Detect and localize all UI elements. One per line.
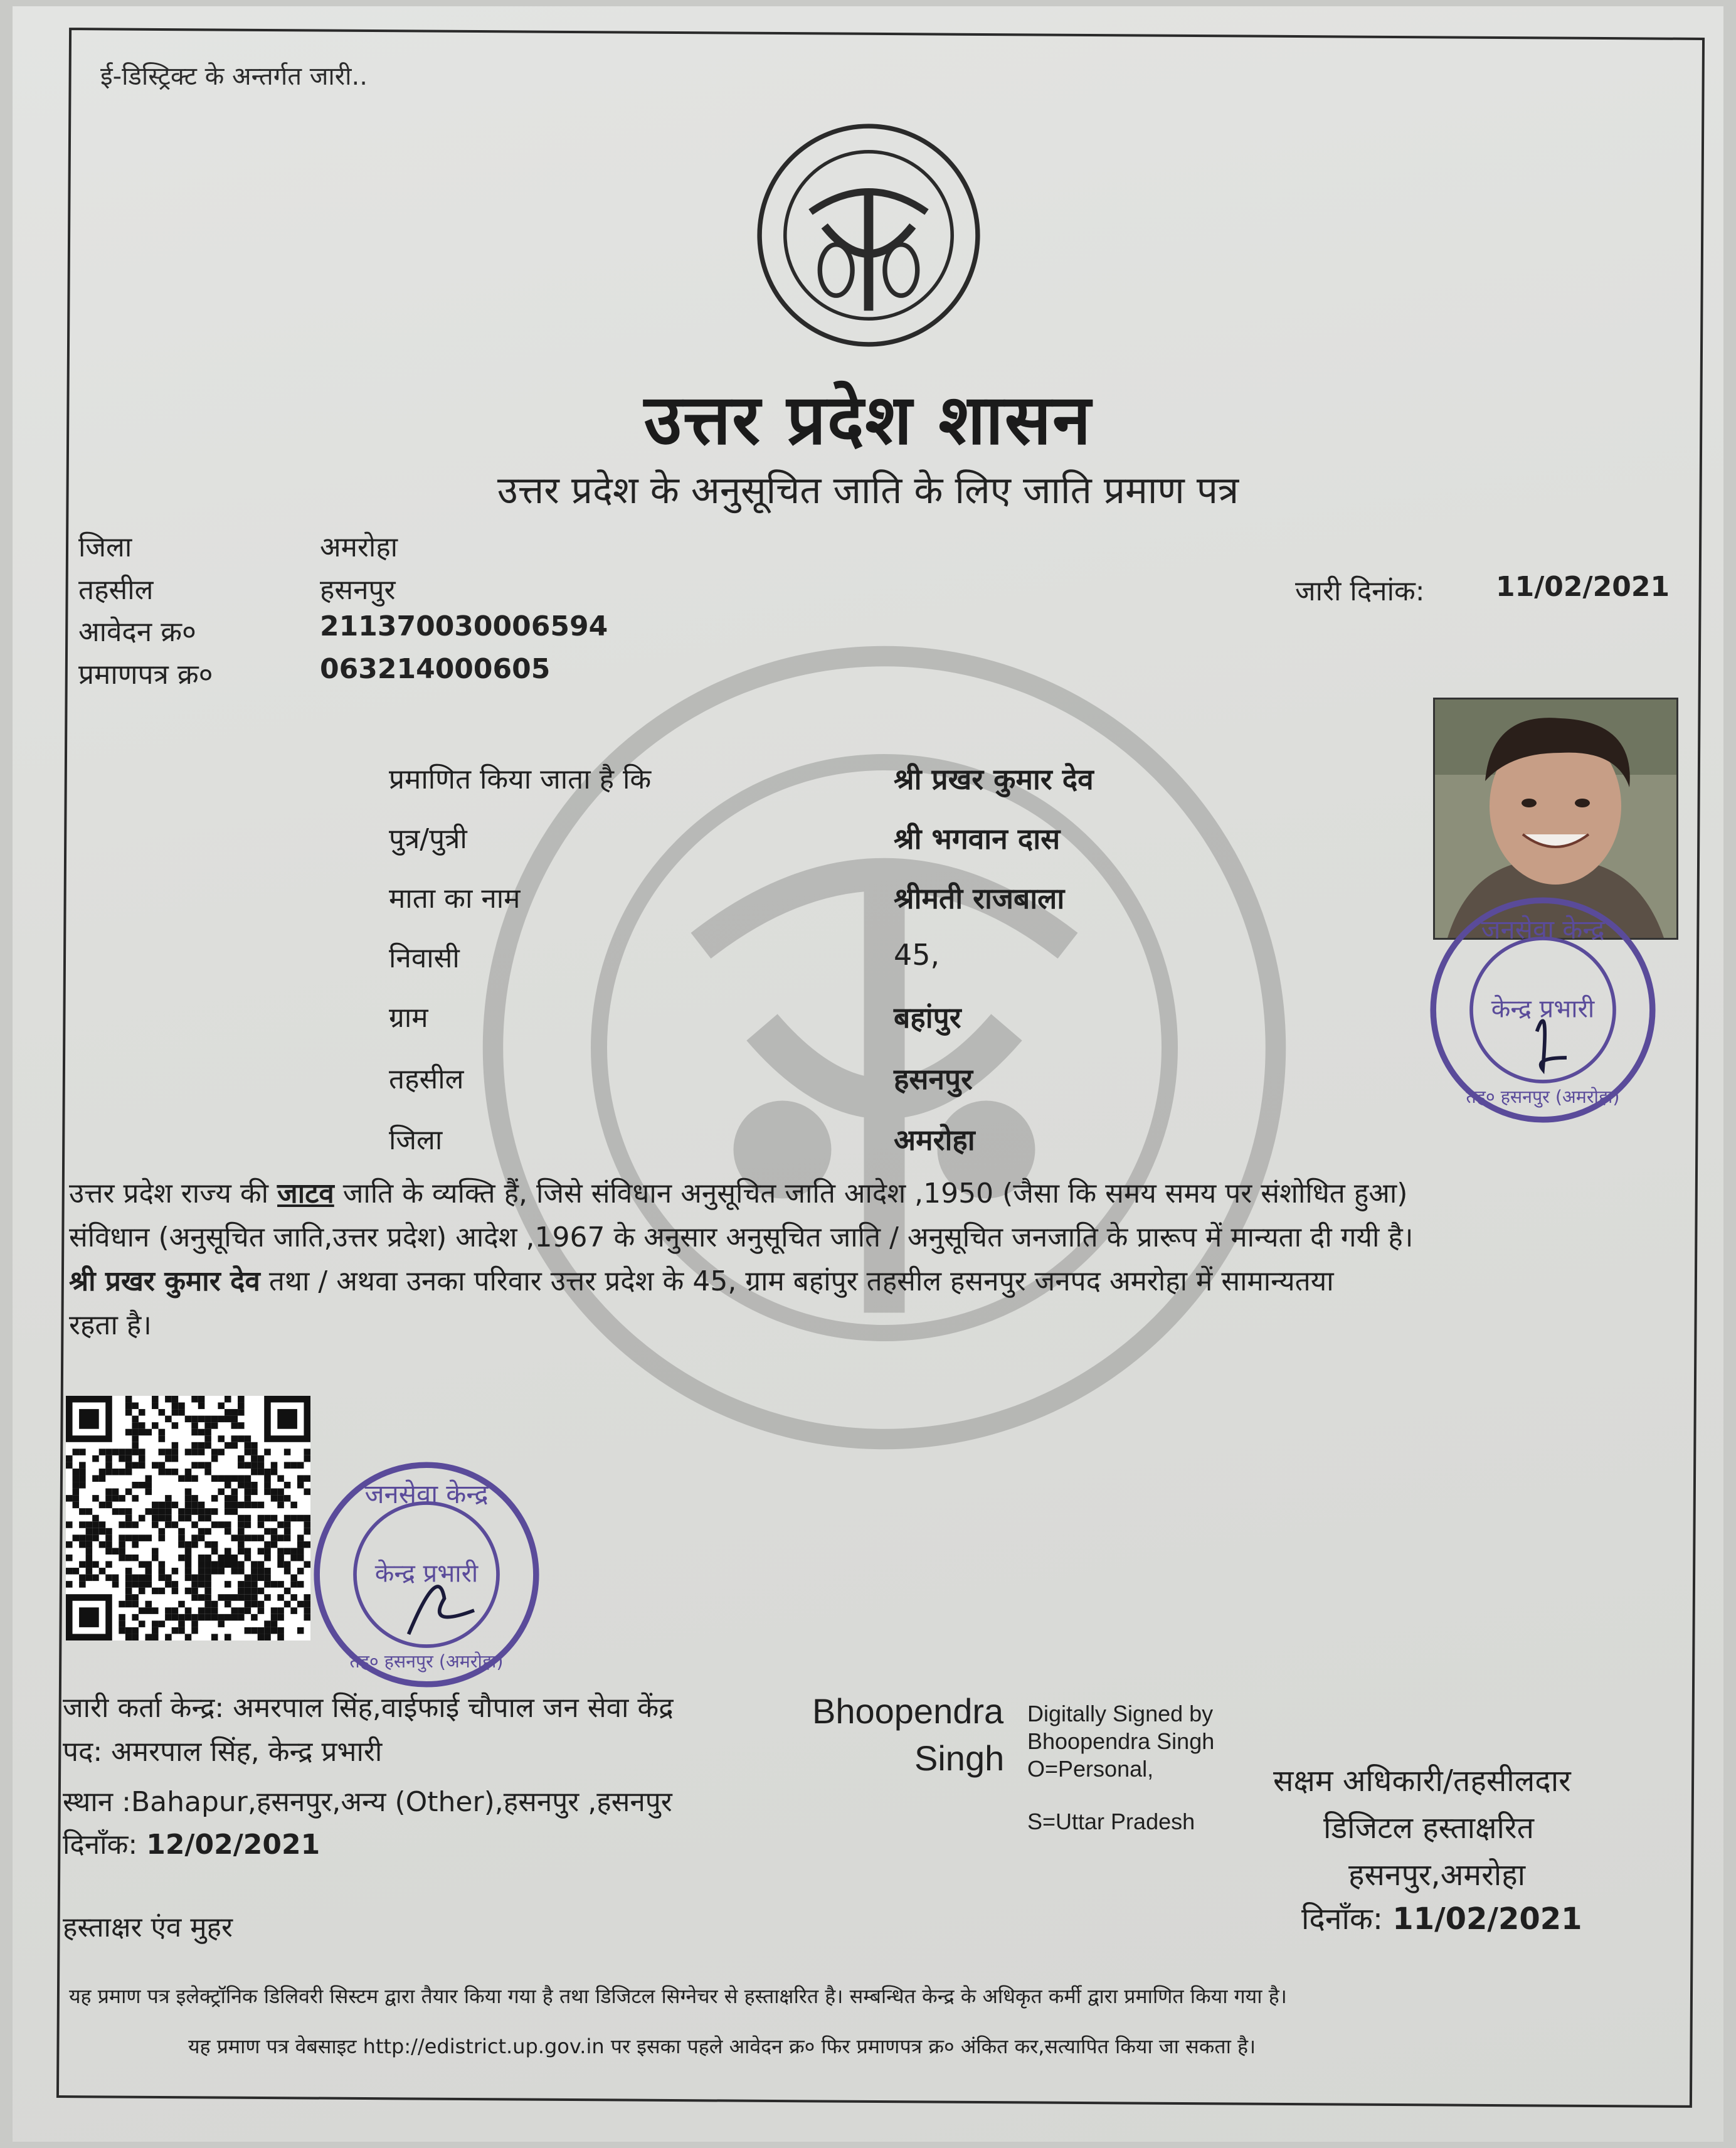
caste-name: जाटव [277, 1178, 334, 1210]
application-number: 211370030006594 [320, 610, 608, 642]
issuer-date: दिनाँक: 12/02/2021 [63, 1829, 320, 1861]
issuer-place: स्थान :Bahapur,हसनपुर,अन्य (Other),हसनपुर ,हसनपुर [63, 1786, 672, 1818]
footer-line-1: यह प्रमाण पत्र इलेक्ट्रॉनिक डिलिवरी सिस्टम द्वारा तैयार किया गया है तथा डिजिटल सिग्नेचर से हस्ताक्षरित है। सम्बन्धित केन्द्र के अधिकृत कर्मी द्वारा प्रमाणित किया गया है। [69, 1984, 1287, 2008]
detail-label: पुत्र/पुत्री [389, 823, 467, 855]
tehsil-label: तहसील [78, 574, 154, 606]
body-line-4: रहता है। [69, 1309, 152, 1341]
header-note: ई-डिस्ट्रिक्ट के अन्तर्गत जारी.. [100, 62, 368, 91]
authority-location: हसनपुर,अमरोहा [1348, 1858, 1526, 1893]
up-government-emblem-icon [753, 119, 985, 351]
detail-label: ग्राम [389, 1002, 428, 1034]
district-value: अमरोहा [320, 531, 398, 563]
service-center-stamp-lower-icon [307, 1455, 546, 1694]
detail-label: माता का नाम [389, 883, 521, 915]
page-title: उत्तर प्रदेश शासन [643, 380, 1093, 460]
detail-value: बहांपुर [894, 1001, 961, 1034]
certificate-number-label: प्रमाणपत्र क्र० [78, 659, 213, 691]
detail-value: श्री भगवान दास [894, 822, 1061, 856]
digital-sign-name-line2: Singh [914, 1738, 1005, 1778]
lower-stamp-bottom-text: तह० हसनपुर (अमरोहा) [349, 1651, 504, 1672]
stamp-bottom-text: तह० हसनपुर (अमरोहा) [1466, 1087, 1620, 1108]
stamp-top-text: जनसेवा केन्द्र [1481, 914, 1605, 945]
detail-value: 45, [894, 938, 940, 972]
detail-value: श्रीमती राजबाला [894, 881, 1065, 915]
authority-title: सक्षम अधिकारी/तहसीलदार [1273, 1763, 1571, 1799]
stamp-middle-text: केन्द्र प्रभारी [1491, 994, 1595, 1024]
footer-line-2: यह प्रमाण पत्र वेबसाइट http://edistrict.up.gov.in पर इसका पहले आवेदन क्र० फिर प्रमाणपत्र क्र० अंकित कर,सत्यापित किया जा सकता है। [188, 2034, 1256, 2058]
issue-date-value: 11/02/2021 [1496, 571, 1670, 603]
body-line-1: उत्तर प्रदेश राज्य की जाटव जाति के व्यक्ति हैं, जिसे संविधान अनुसूचित जाति आदेश ,1950 (जैसा कि समय समय पर संशोधित हुआ) [69, 1178, 1408, 1210]
detail-label: प्रमाणित किया जाता है कि [389, 763, 652, 795]
page-subtitle: उत्तर प्रदेश के अनुसूचित जाति के लिए जाति प्रमाण पत्र [497, 469, 1239, 513]
signature-and-seal-label: हस्ताक्षर एंव मुहर [63, 1911, 233, 1943]
certificate-body [69, 1172, 1675, 1348]
detail-label: तहसील [389, 1063, 464, 1095]
detail-value: अमरोहा [894, 1123, 975, 1157]
detail-value: श्री प्रखर कुमार देव [894, 762, 1094, 796]
body-line-2: संविधान (अनुसूचित जाति,उत्तर प्रदेश) आदेश ,1967 के अनुसार अनुसूचित जाति / अनुसूचित जनजाति के प्रारूप में मान्यता दी गयी है। [69, 1221, 1414, 1253]
detail-label: जिला [389, 1124, 443, 1156]
application-label: आवेदन क्र० [78, 616, 196, 648]
detail-value: हसनपुर [894, 1062, 973, 1096]
digital-sign-name-line1: Bhoopendra [812, 1691, 1004, 1731]
certificate-number: 063214000605 [320, 653, 551, 685]
district-label: जिला [78, 531, 132, 563]
service-center-stamp-icon [1424, 891, 1662, 1129]
authority-digital-signed: डिजिटल हस्ताक्षरित [1323, 1810, 1534, 1846]
lower-stamp-middle-text: केन्द्र प्रभारी [374, 1559, 479, 1588]
issue-date-label: जारी दिनांक: [1295, 575, 1425, 607]
detail-label: निवासी [389, 942, 460, 974]
body-line-3: श्री प्रखर कुमार देव तथा / अथवा उनका परिवार उत्तर प्रदेश के 45, ग्राम बहांपुर तहसील हसनपुर जनपद अमरोहा में सामान्यतया [69, 1265, 1334, 1297]
qr-code-icon[interactable] [66, 1396, 310, 1640]
body-applicant-name: श्री प्रखर कुमार देव [69, 1265, 260, 1297]
tehsil-value: हसनपुर [320, 574, 396, 606]
issuer-post: पद: अमरपाल सिंह, केन्द्र प्रभारी [63, 1736, 383, 1768]
issuer-center: जारी कर्ता केन्द्र: अमरपाल सिंह,वाईफाई चौपाल जन सेवा केंद्र [63, 1692, 674, 1724]
authority-date: दिनाँक: 11/02/2021 [1301, 1901, 1582, 1937]
digital-signature-details: Digitally Signed by Bhoopendra Singh O=Personal, S=Uttar Pradesh [1027, 1701, 1215, 1834]
lower-stamp-top-text: जनसेवा केन्द्र [364, 1479, 489, 1509]
